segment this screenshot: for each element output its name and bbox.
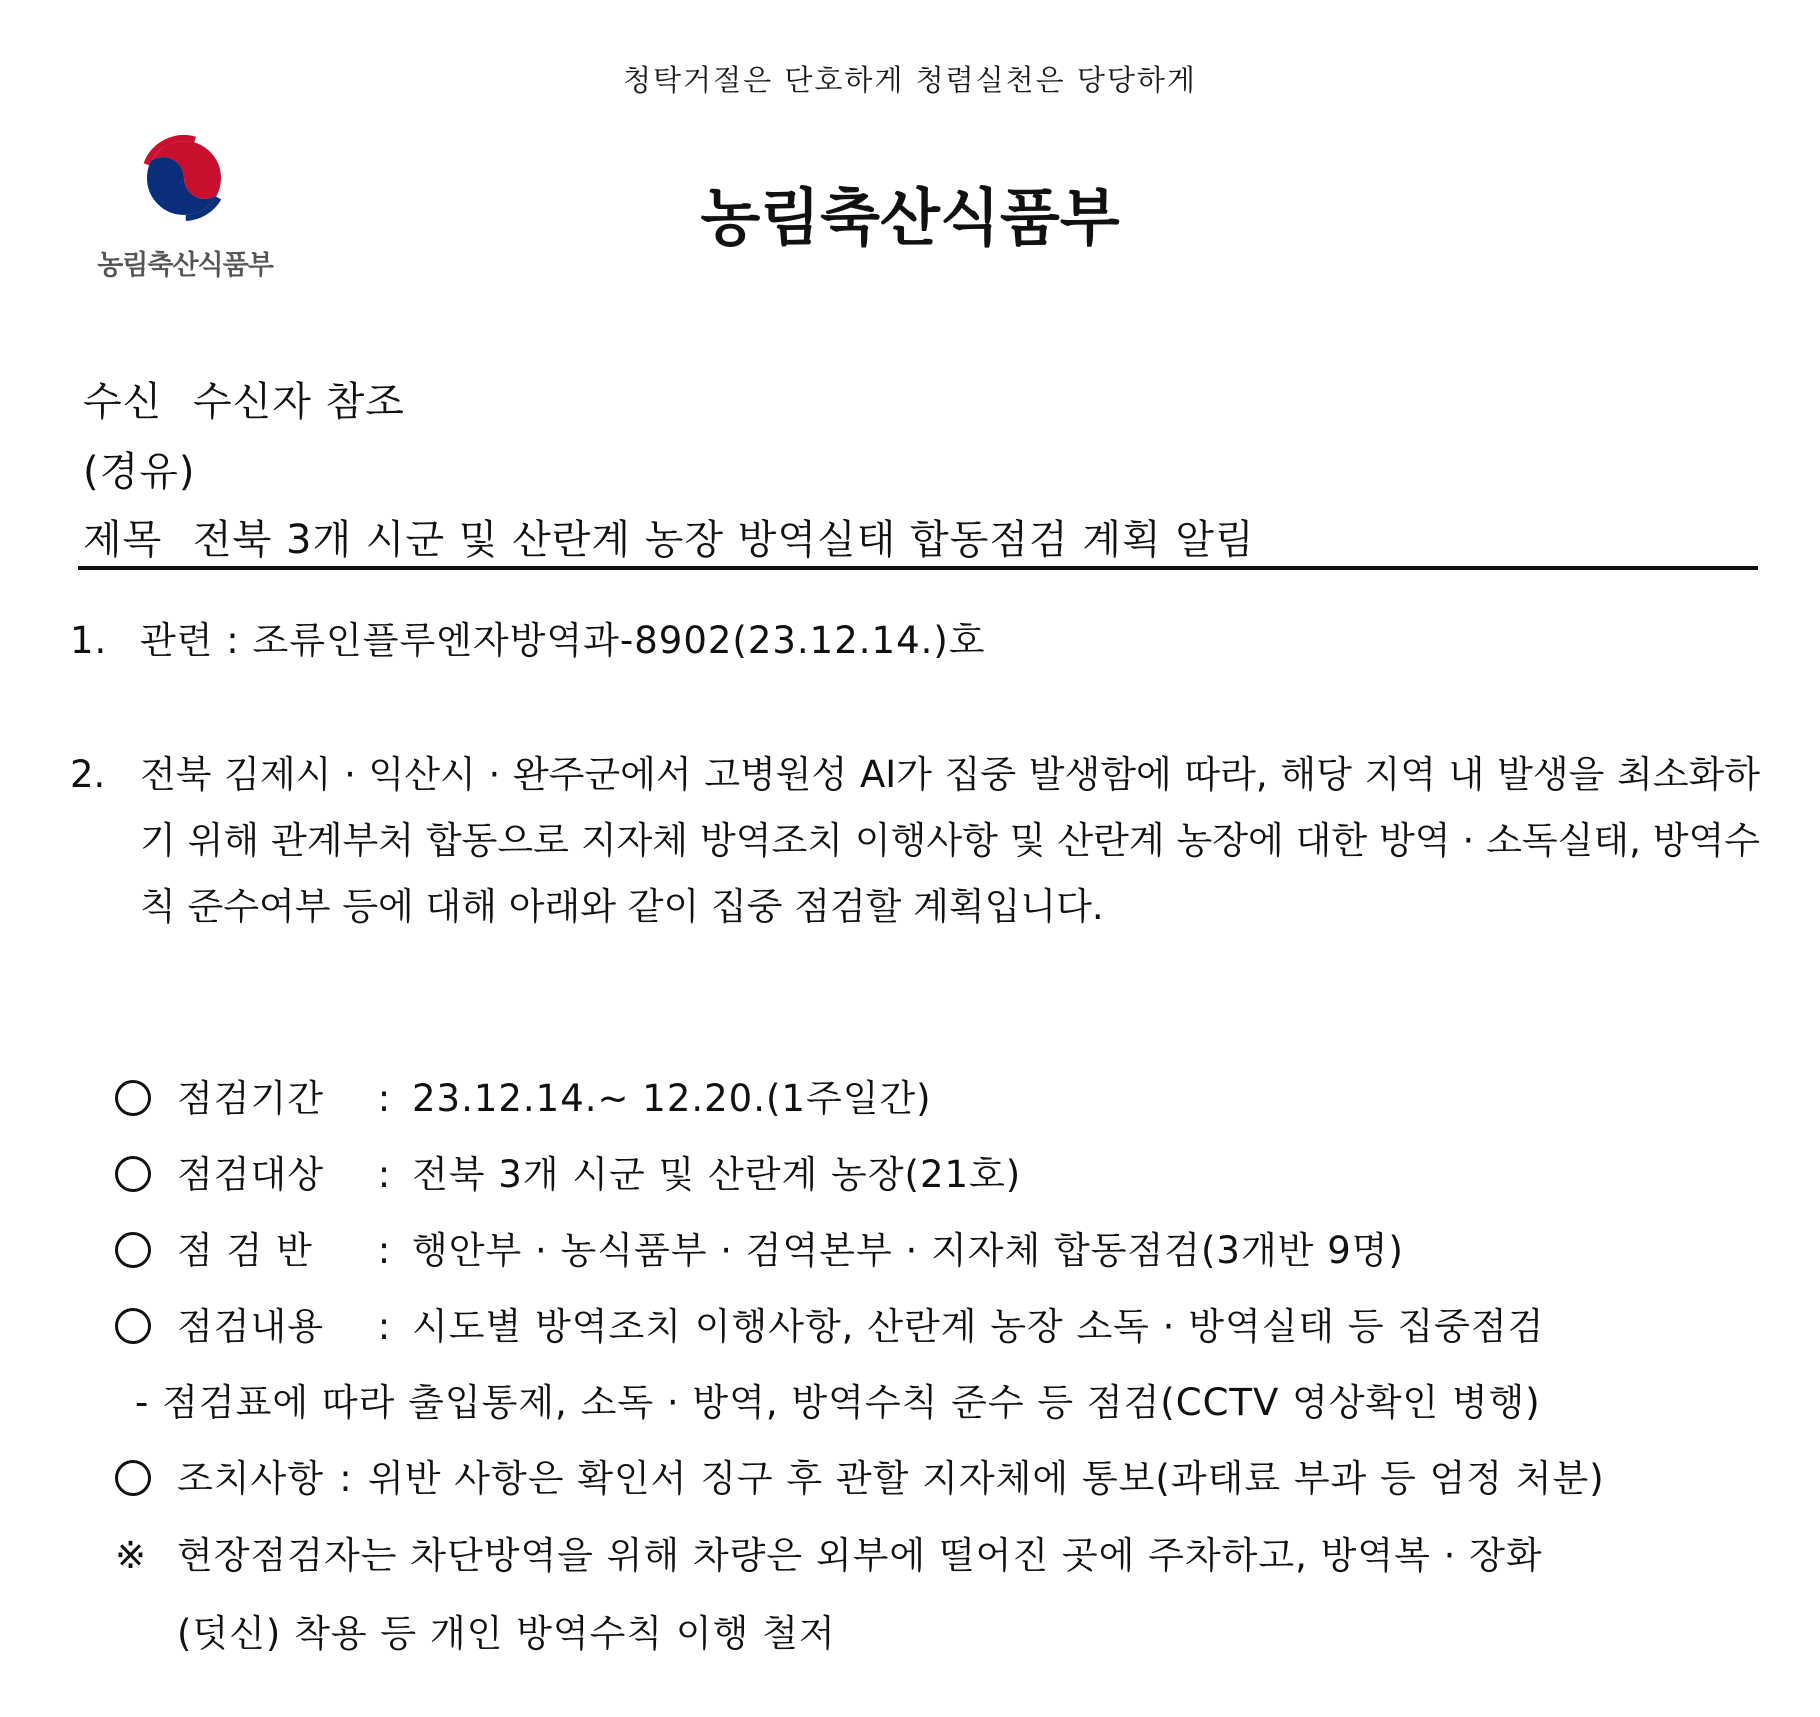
bullet-target: 점검대상 : 전북 3개 시군 및 산란계 농장(21호) xyxy=(115,1137,1760,1213)
circle-bullet-icon xyxy=(115,1232,151,1268)
bullet-value: 행안부 · 농식품부 · 검역본부 · 지자체 합동점검(3개반 9명) xyxy=(412,1229,1404,1272)
bullet-value: 시도별 방역조치 이행사항, 산란계 농장 소독 · 방역실태 등 집중점검 xyxy=(412,1305,1545,1348)
item-1-text: 관련 : 조류인플루엔자방역과-8902(23.12.14.)호 xyxy=(140,619,986,662)
inspection-plan-list xyxy=(115,1061,1760,1673)
reference-mark-icon: ※ xyxy=(115,1534,148,1577)
header-divider xyxy=(78,566,1758,570)
bullet-period: 점검기간 : 23.12.14.~ 12.20.(1주일간) xyxy=(115,1061,1760,1137)
item-1-number: 1. xyxy=(70,619,108,662)
item-2-number: 2. xyxy=(70,753,106,796)
recipient-label: 수신 xyxy=(83,379,163,425)
sub-bullet: - 점검표에 따라 출입통제, 소독 · 방역, 방역수칙 준수 등 점검(CCTV 영상확인 병행) xyxy=(135,1381,1541,1424)
bullet-label: 점검대상 xyxy=(177,1153,324,1196)
item-2-text: 전북 김제시 · 익산시 · 완주군에서 고병원성 AI가 집중 발생함에 따라, 해당 지역 내 발생을 최소화하기 위해 관계부처 합동으로 지자체 방역조치 이행사항 및 산란계 농장에 대한 방역 · 소독실태, 방역수칙 준수여부 등에 대해 아래와 같이 집중 점검할 계획입니다. xyxy=(140,753,1760,928)
circle-bullet-icon xyxy=(115,1080,151,1116)
subject-value: 전북 3개 시군 및 산란계 농장 방역실태 합동점검 계획 알림 xyxy=(193,517,1255,563)
bullet-content: 점검내용 : 시도별 방역조치 이행사항, 산란계 농장 소독 · 방역실태 등 집중점검 xyxy=(115,1289,1760,1365)
item-2 xyxy=(70,742,1760,940)
action-label: 조치사항 xyxy=(177,1457,324,1500)
note xyxy=(115,1517,1760,1673)
via-row: (경유) xyxy=(83,449,196,495)
subject-row xyxy=(83,508,1255,565)
recipient-row xyxy=(83,370,405,427)
note-line-1: 현장점검자는 차단방역을 위해 차량은 외부에 떨어진 곳에 주차하고, 방역복 · 장화 xyxy=(177,1534,1543,1577)
bullet-action: 조치사항 : 위반 사항은 확인서 징구 후 관할 지자체에 통보(과태료 부과 등 엄정 처분) xyxy=(115,1441,1760,1517)
circle-bullet-icon xyxy=(115,1460,151,1496)
bullet-value: 전북 3개 시군 및 산란계 농장(21호) xyxy=(412,1153,1022,1196)
item-1 xyxy=(70,608,986,674)
circle-bullet-icon xyxy=(115,1156,151,1192)
action-value: 위반 사항은 확인서 징구 후 관할 지자체에 통보(과태료 부과 등 엄정 처분) xyxy=(367,1457,1605,1500)
bullet-label: 점검내용 xyxy=(177,1305,324,1348)
ministry-title: 농림축산식품부 xyxy=(700,181,1120,254)
bullet-label: 점 검 반 xyxy=(177,1229,313,1272)
bullet-team: 점 검 반 : 행안부 · 농식품부 · 검역본부 · 지자체 합동점검(3개반 9명) xyxy=(115,1213,1760,1289)
note-line-2: (덧신) 착용 등 개인 방역수칙 이행 철저 xyxy=(177,1612,836,1655)
recipient-value: 수신자 참조 xyxy=(193,379,405,425)
bullet-value: 23.12.14.~ 12.20.(1주일간) xyxy=(412,1077,932,1120)
subject-label: 제목 xyxy=(83,517,163,563)
bullet-label: 점검기간 xyxy=(177,1077,324,1120)
slogan: 청탁거절은 단호하게 청렴실천은 당당하게 xyxy=(623,63,1197,97)
circle-bullet-icon xyxy=(115,1308,151,1344)
logo-wordmark: 농림축산식품부 xyxy=(97,250,273,281)
